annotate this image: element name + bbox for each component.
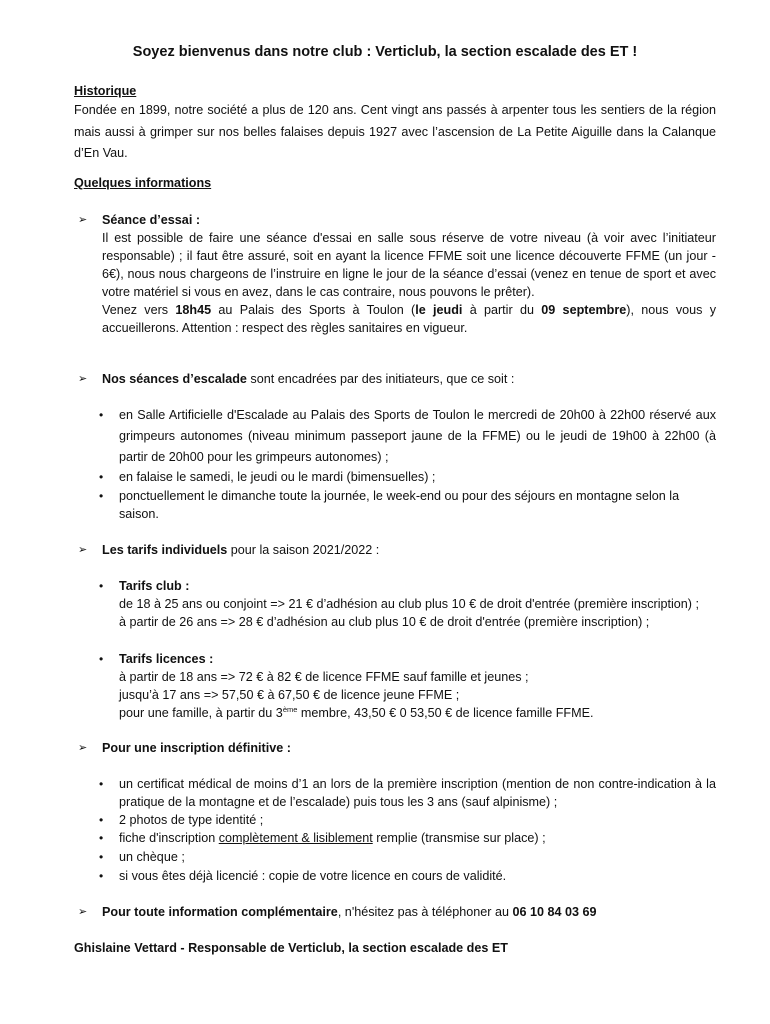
tarifs-item bbox=[78, 541, 716, 559]
tarifs-licences-item bbox=[99, 650, 716, 722]
list-item: • 2 photos de type identité ; bbox=[99, 813, 264, 827]
bullet-icon: • bbox=[99, 813, 104, 827]
tarifs-licences-label: Tarifs licences : bbox=[119, 652, 214, 666]
bullet-icon: • bbox=[99, 652, 104, 666]
contact-phone: 06 10 84 03 69 bbox=[512, 905, 597, 919]
tarifs-club-label: Tarifs club : bbox=[119, 579, 190, 593]
seance-essai-schedule: Venez vers 18h45 au Palais des Sports à Toulon (le jeudi à partir du 09 septembre), nous vous y accueillerons. Attention : respect des règles sanitaires en vigueur. bbox=[102, 303, 717, 335]
contact-text: , n'hésitez pas à téléphoner au bbox=[337, 905, 513, 919]
tarifs-label: Les tarifs individuels bbox=[102, 543, 228, 557]
tarifs-club-item bbox=[99, 577, 716, 631]
seance-essai-text: Il est possible de faire une séance d'essai en salle sous réserve de votre niveau (à voir avec l’initiateur responsable) ; il faut être assuré, soit en ayant la licence FFME soit une licence découverte FFME (un jour - 6€), nous nous chargeons de l’instruire en ligne le jour de la séance d’essai (venez en tenue de sport et avec votre matériel si vous en avez, dans le cas contraire, nous pouvons le prêter). bbox=[102, 231, 716, 299]
bullet-icon: • bbox=[99, 470, 104, 484]
bullet-icon: • bbox=[99, 850, 104, 864]
seance-essai-item bbox=[78, 211, 716, 337]
tarifs-club-line: à partir de 26 ans => 28 € d’adhésion au club plus 10 € de droit d'entrée (première inscription) ; bbox=[119, 615, 650, 629]
seances-escalade-item bbox=[78, 370, 716, 388]
list-item: • ponctuellement le dimanche toute la journée, le week-end ou pour des séjours en montagne selon la saison. bbox=[99, 489, 680, 521]
seances-escalade-label: Nos séances d’escalade bbox=[102, 372, 247, 386]
list-item: • en Salle Artificielle d'Escalade au Palais des Sports de Toulon le mercredi de 20h00 à 22h00 réservé aux grimpeurs autonomes (niveau minimum passeport jaune de la FFME) ou le jeudi de 19h00 à 22h00 (à partir de 20h00 pour les grimpeurs autonomes) ; bbox=[99, 405, 716, 468]
tarifs-text: pour la saison 2021/2022 : bbox=[227, 543, 380, 557]
tarifs-licences-line: pour une famille, à partir du 3ème membre, 43,50 € 0 53,50 € de licence famille FFME. bbox=[119, 705, 594, 720]
inscription-label: Pour une inscription définitive : bbox=[102, 741, 291, 755]
bullet-icon: • bbox=[99, 579, 104, 593]
infos-heading: Quelques informations bbox=[74, 176, 212, 190]
tarifs-club-line: de 18 à 25 ans ou conjoint => 21 € d’adhésion au club plus 10 € de droit d'entrée (première inscription) ; bbox=[119, 597, 699, 611]
bullet-icon: • bbox=[99, 408, 104, 422]
contact-item bbox=[78, 903, 716, 921]
seance-essai-label: Séance d’essai : bbox=[102, 213, 201, 227]
historique-heading: Historique bbox=[74, 84, 137, 98]
arrow-bullet-icon: ➢ bbox=[78, 906, 88, 918]
historique-section bbox=[74, 82, 716, 165]
contact-label: Pour toute information complémentaire bbox=[102, 905, 338, 919]
historique-text: Fondée en 1899, notre société a plus de 120 ans. Cent vingt ans passés à arpenter tous les sentiers de la région mais aussi à grimper sur nos belles falaises depuis 1927 avec l’ascension de La Petite Aiguille dans la Calanque d’En Vau. bbox=[74, 103, 716, 160]
bullet-icon: • bbox=[99, 777, 104, 791]
list-item: • un chèque ; bbox=[99, 850, 185, 864]
arrow-bullet-icon: ➢ bbox=[78, 544, 88, 556]
signature: Ghislaine Vettard - Responsable de Verticlub, la section escalade des ET bbox=[74, 941, 508, 955]
page-title: Soyez bienvenus dans notre club : Verticlub, la section escalade des ET ! bbox=[132, 44, 638, 60]
list-item: • fiche d'inscription complètement & lisiblement remplie (transmise sur place) ; bbox=[99, 831, 546, 845]
arrow-bullet-icon: ➢ bbox=[78, 742, 88, 754]
list-item: • si vous êtes déjà licencié : copie de votre licence en cours de validité. bbox=[99, 869, 507, 883]
arrow-bullet-icon: ➢ bbox=[78, 214, 88, 226]
bullet-icon: • bbox=[99, 489, 104, 503]
list-item: • en falaise le samedi, le jeudi ou le mardi (bimensuelles) ; bbox=[99, 470, 436, 484]
bullet-icon: • bbox=[99, 831, 104, 845]
list-item: • un certificat médical de moins d’1 an lors de la première inscription (mention de non contre-indication à la pratique de la montagne et de l’escalade) puis tous les 3 ans (sauf alpinisme) ; bbox=[99, 777, 716, 809]
arrow-bullet-icon: ➢ bbox=[78, 373, 88, 385]
tarifs-licences-line: à partir de 18 ans => 72 € à 82 € de licence FFME sauf famille et jeunes ; bbox=[119, 670, 529, 684]
bullet-icon: • bbox=[99, 869, 104, 883]
inscription-item bbox=[78, 739, 716, 757]
tarifs-licences-line: jusqu’à 17 ans => 57,50 € à 67,50 € de licence jeune FFME ; bbox=[119, 688, 460, 702]
seances-escalade-text: sont encadrées par des initiateurs, que ce soit : bbox=[246, 372, 515, 386]
